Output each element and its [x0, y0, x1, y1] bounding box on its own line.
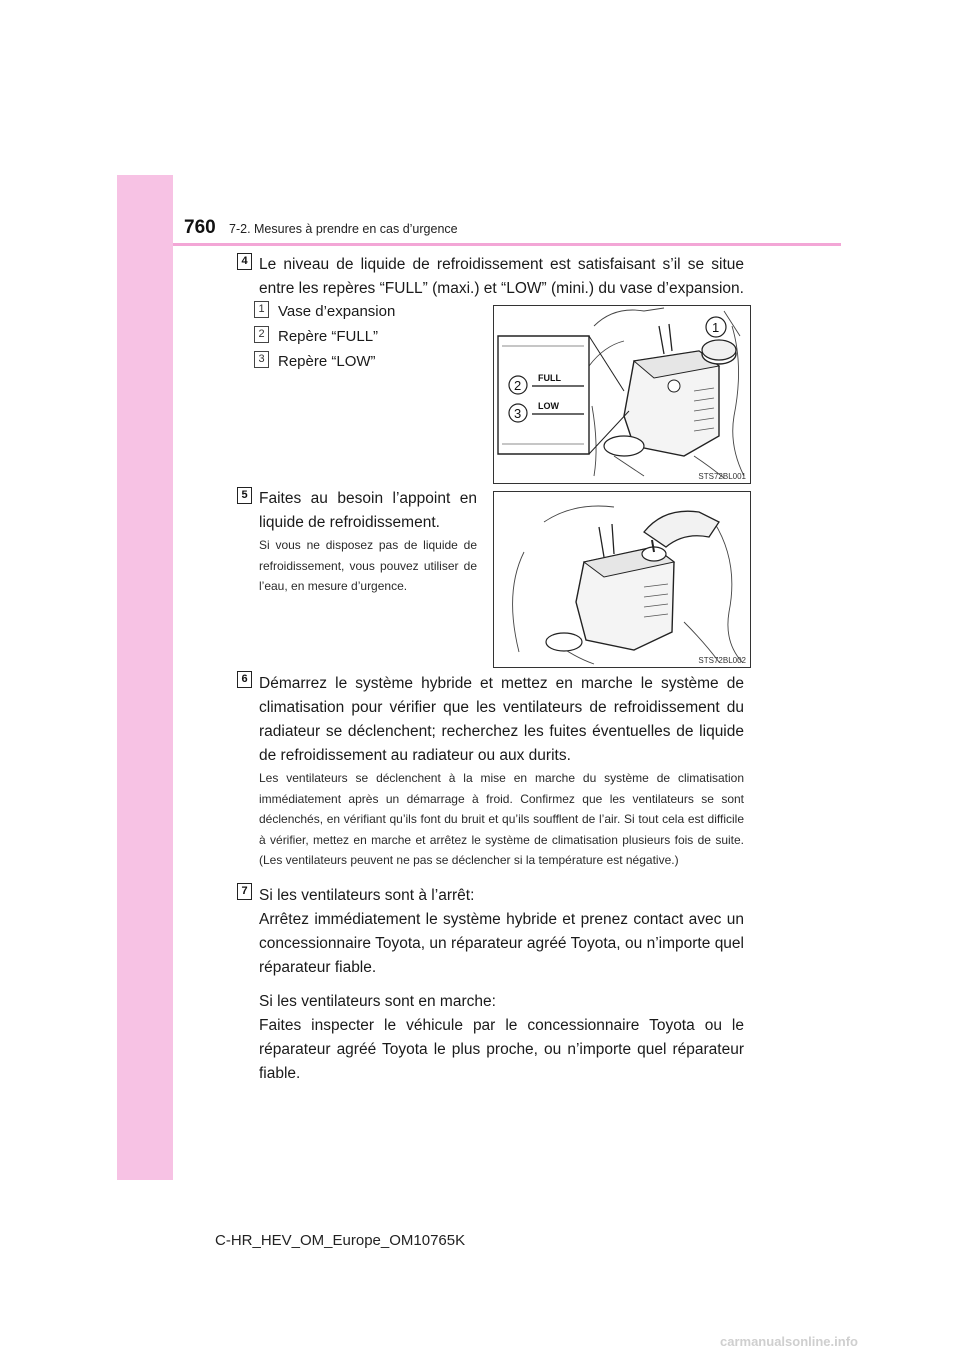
step-7-line-2: Si les ventilateurs sont en marche:: [259, 993, 496, 1010]
callout-badge-3: 3: [254, 351, 269, 368]
chapter-title: 7-2. Mesures à prendre en cas d’urgence: [229, 222, 458, 236]
figure-callout-2: 2: [514, 378, 522, 393]
callout-label-3: Repère “LOW”: [278, 353, 376, 370]
refill-drawing: [494, 492, 750, 667]
header-rule: [173, 243, 841, 246]
low-mark-label: LOW: [538, 401, 559, 411]
step-badge-5: 5: [237, 487, 252, 504]
step-badge-6: 6: [237, 671, 252, 688]
figure-expansion-tank-levels: [493, 305, 751, 484]
expansion-tank-drawing: [494, 306, 750, 483]
step-5-text: Faites au besoin l’appoint en liquide de refroidissement.: [259, 490, 477, 531]
step-6-text: Démarrez le système hybride et mettez en marche le système de climatisation pour vérifier que les ventilateurs de refroidissement du radiateur se déclenchent; recherchez les fuites éventuelles de liquide de refroidissement au radiateur ou aux durits.: [259, 675, 744, 764]
step-4-text: Le niveau de liquide de refroidissement est satisfaisant s’il se situe entre les repères “FULL” (maxi.) et “LOW” (mini.) du vase d’expansion.: [259, 256, 744, 297]
step-7-text: [259, 884, 744, 1086]
callout-label-1: Vase d’expansion: [278, 303, 396, 320]
figure-code: STS72BL002: [698, 656, 746, 665]
figure-code: STS72BL001: [698, 472, 746, 481]
step-7-para-1: Arrêtez immédiatement le système hybride et prenez contact avec un concessionnaire Toyota, un réparateur agréé Toyota, ou n’importe quel réparateur fiable.: [259, 911, 744, 976]
callout-badge-2: 2: [254, 326, 269, 343]
step-5-note: Si vous ne disposez pas de liquide de refroidissement, vous pouvez utiliser de l’eau, en mesure d’urgence.: [259, 538, 477, 593]
callout-badge-1: 1: [254, 301, 269, 318]
step-6-note: Les ventilateurs se déclenchent à la mise en marche du système de climatisation immédiatement après un démarrage à froid. Confirmez que les ventilateurs se sont déclenchés, en vérifiant qu’ils font du bruit et qu’ils soufflent de l’air. Si tout cela est difficile à vérifier, mettez en marche et arrêtez le système de climatisation plusieurs fois de suite. (Les ventilateurs peuvent ne pas se déclencher si la température est négative.): [259, 771, 744, 867]
footer-document-code: C-HR_HEV_OM_Europe_OM10765K: [215, 1232, 466, 1249]
step-badge-7: 7: [237, 883, 252, 900]
figure-refill-coolant: [493, 491, 751, 668]
figure-callout-1: 1: [712, 320, 720, 335]
step-badge-4: 4: [237, 253, 252, 270]
section-tab-band: [117, 175, 173, 1180]
callout-label-2: Repère “FULL”: [278, 328, 379, 345]
step-7-line-1: Si les ventilateurs sont à l’arrêt:: [259, 887, 475, 904]
page-number: 760: [184, 217, 216, 238]
watermark: carmanualsonline.info: [720, 1334, 858, 1349]
step-7-para-2: Faites inspecter le véhicule par le concessionnaire Toyota ou le réparateur agréé Toyota le plus proche, ou n’importe quel réparateur fiable.: [259, 1017, 744, 1082]
full-mark-label: FULL: [538, 373, 561, 383]
figure-callout-3: 3: [514, 406, 522, 421]
